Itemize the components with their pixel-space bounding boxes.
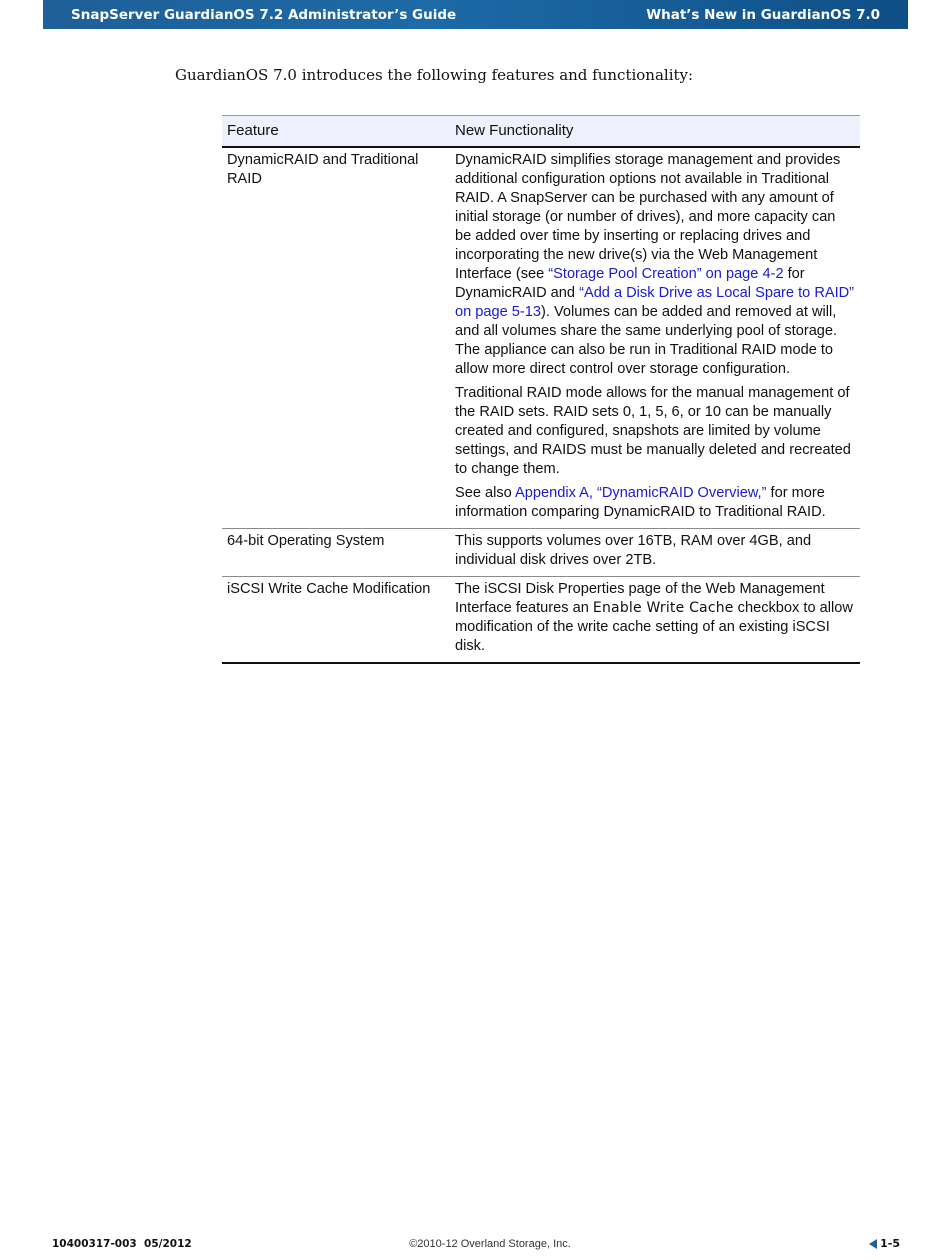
functionality-cell	[450, 577, 860, 664]
table-row	[222, 577, 860, 664]
functionality-cell: This supports volumes over 16TB, RAM over 4GB, and individual disk drives over 2TB.	[450, 529, 860, 577]
header-chapter-title: What’s New in GuardianOS 7.0	[646, 6, 880, 23]
header-guide-title: SnapServer GuardianOS 7.2 Administrator’s Guide	[71, 6, 457, 23]
page-number-group	[869, 1237, 900, 1250]
cross-reference-link[interactable]: Appendix A, “DynamicRAID Overview,”	[515, 485, 767, 501]
description-paragraph	[455, 151, 855, 379]
text-run: ). Volumes can be added and removed at will, and all volumes share the same underlying pool of storage. The appliance can also be run in Traditional RAID mode to allow more direct control over storage configuration.	[455, 304, 838, 377]
text-run: See also	[455, 485, 516, 501]
text-run: checkbox to allow modification of the write cache setting of an existing iSCSI disk.	[455, 600, 853, 654]
description-paragraph: Traditional RAID mode allows for the manual management of the RAID sets. RAID sets 0, 1, 5, 6, or 10 can be manually created and configured, snapshots are limited by volume settings, and RAIDS must be manually deleted and recreated to change them.	[455, 385, 851, 477]
column-header-feature: Feature	[222, 116, 450, 148]
description-paragraph	[455, 484, 855, 522]
triangle-left-icon	[869, 1239, 877, 1249]
table-header-row	[222, 116, 860, 148]
copyright-notice: ©2010-12 Overland Storage, Inc.	[409, 1238, 571, 1250]
text-run: The iSCSI Disk Properties page of the Web Management Interface features an	[455, 581, 825, 616]
text-run: for DynamicRAID and	[455, 266, 805, 301]
cross-reference-link[interactable]: “Storage Pool Creation” on page 4-2	[548, 266, 784, 282]
feature-cell: DynamicRAID and Traditional RAID	[222, 147, 450, 529]
text-run: for more information comparing DynamicRAID to Traditional RAID.	[455, 485, 826, 520]
feature-cell: iSCSI Write Cache Modification	[222, 577, 450, 664]
table-row	[222, 147, 860, 529]
running-header	[43, 0, 908, 29]
ui-term: Enable Write Cache	[592, 600, 734, 616]
functionality-cell	[450, 147, 860, 529]
features-table	[222, 115, 860, 664]
cross-reference-link[interactable]: “Add a Disk Drive as Local Spare to RAID” on page 5-13	[455, 285, 855, 320]
document-number: 10400317-003 05/2012	[52, 1238, 192, 1250]
intro-paragraph: GuardianOS 7.0 introduces the following features and functionality:	[175, 66, 694, 84]
text-run: DynamicRAID simplifies storage management and provides additional configuration options not available in Traditional RAID. A SnapServer can be purchased with any amount of initial storage (or number of drives), and more capacity can be added over time by inserting or replacing drives and incorporating the new drive(s) via the Web Management Interface (see	[455, 152, 841, 282]
page-number: 1-5	[880, 1237, 900, 1250]
column-header-functionality: New Functionality	[450, 116, 860, 148]
table-row	[222, 529, 860, 577]
feature-cell: 64-bit Operating System	[222, 529, 450, 577]
